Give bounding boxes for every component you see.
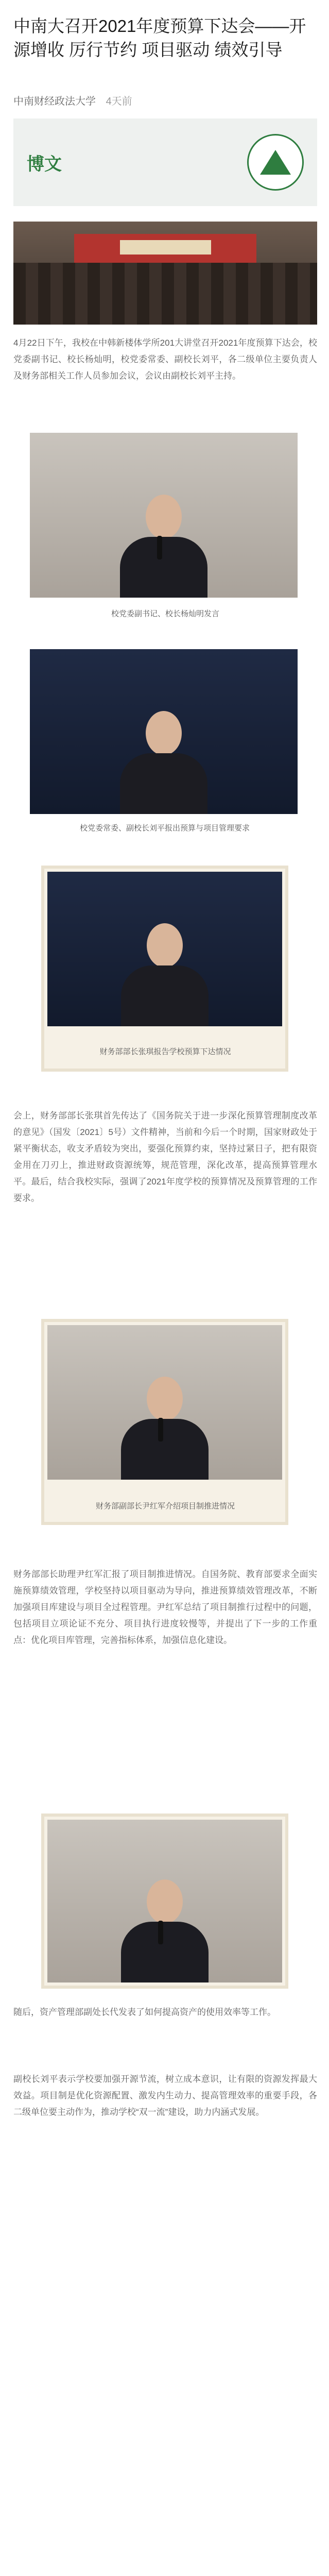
speaker-figure bbox=[121, 923, 209, 1026]
speaker-photo-4 bbox=[47, 1325, 282, 1480]
speaker-figure bbox=[120, 495, 207, 598]
article-date: 4天前 bbox=[106, 96, 132, 107]
banner-label: 博文 bbox=[27, 154, 62, 175]
audience bbox=[13, 263, 317, 325]
university-logo bbox=[247, 134, 304, 191]
speaker-figure bbox=[121, 1377, 209, 1480]
speaker-photo-3 bbox=[47, 872, 282, 1026]
photo-caption-2: 校党委常委、副校长刘平报出预算与项目管理要求 bbox=[79, 824, 250, 833]
speaker-figure bbox=[120, 711, 207, 814]
vice-president-paragraph: 副校长刘平表示学校要加强开源节流，树立成本意识，让有限的资源发挥最大效益。项目制是优化资源配置、激发内生动力、提高管理效率的重要手段，各二级单位要主动作为，推动学校“双一流”建设，助力内涵式发展。 bbox=[13, 2074, 317, 2117]
speaker-photo-5 bbox=[47, 1820, 282, 1982]
project-paragraph: 财务部部长助理尹红军汇报了项目制推进情况。自国务院、教育部要求全面实施预算绩效管理，学校坚持以项目驱动为导向，推进预算绩效管理改革，不断加强项目库建设与项目全过程管理。尹红军总结了项目制推行过程中的问题，包括项目立项论证不充分、项目执行进度较慢等，并提出了下一步的工作重点：优化项目库管理，完善指标体系，加强信息化建设。 bbox=[13, 1569, 317, 1645]
photo-caption-3: 财务部部长张琪报告学校预算下达情况 bbox=[99, 1047, 231, 1056]
article-source[interactable]: 中南财经政法大学 bbox=[13, 96, 96, 107]
speaker-photo-2 bbox=[30, 649, 298, 814]
article-meta bbox=[13, 93, 132, 108]
speaker-figure bbox=[121, 1879, 209, 1982]
header-banner bbox=[13, 118, 317, 206]
asset-paragraph: 随后，资产管理部副处长代发表了如何提高资产的使用效率等工作。 bbox=[13, 2007, 276, 2017]
intro-paragraph: 4月22日下午，我校在中韩新楼体学所201大讲堂召开2021年度预算下达会，校党委副书记、校长杨灿明，校党委常委、副校长刘平，各二级单位主要负责人及财务部相关工作人员参加会议，会议由副校长刘平主持。 bbox=[13, 338, 317, 381]
finance-paragraph: 会上，财务部部长张琪首先传达了《国务院关于进一步深化预算管理制度改革的意见》（国发〔2021〕5号）文件精神，当前和今后一个时期，国家财政处于紧平衡状态，收支矛盾较为突出，要强化预算约束，坚持过紧日子，把有限资金用在刀刃上，推进财政资源统筹，规范管理，深化改革，提高预算管理水平。最后，结合我校实际，强调了2021年度学校的预算情况及预算管理的工作要求。 bbox=[13, 1111, 317, 1203]
article-title: 中南大召开2021年度预算下达会——开源增收 厉行节约 项目驱动 绩效引导 bbox=[13, 16, 306, 59]
photo-caption-1: 校党委副书记、校长杨灿明发言 bbox=[111, 609, 219, 618]
speaker-photo-1 bbox=[30, 433, 298, 598]
meeting-hall-photo bbox=[13, 222, 317, 325]
stage-screen bbox=[120, 240, 211, 255]
photo-caption-4: 财务部副部长尹红军介绍项目制推进情况 bbox=[95, 1502, 235, 1511]
